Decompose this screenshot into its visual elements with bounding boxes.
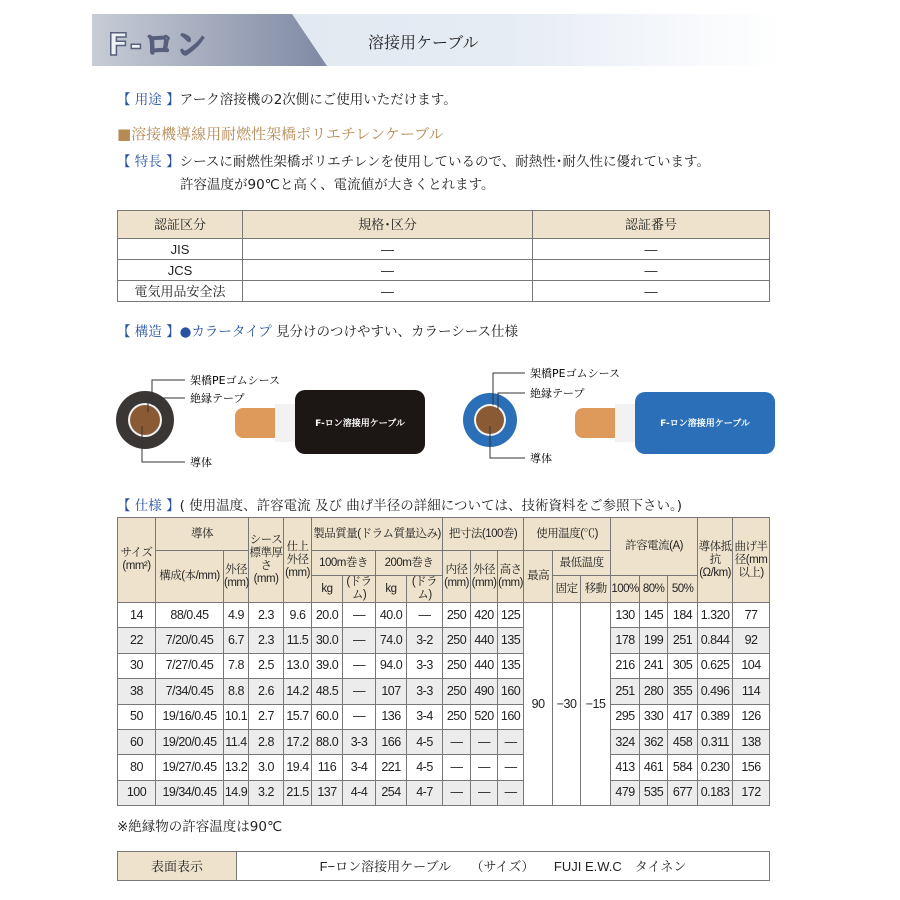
table-cell: 4-5	[407, 755, 443, 780]
table-cell: 50	[118, 704, 156, 729]
col-size: サイズ(mm²)	[118, 518, 156, 603]
table-cell: 0.389	[698, 704, 733, 729]
table-cell: 138	[733, 729, 770, 754]
col-conductor: 導体	[156, 518, 249, 551]
table-cell: 10.1	[224, 704, 249, 729]
table-cell: 8.8	[224, 679, 249, 704]
table-cell: 13.0	[284, 653, 312, 678]
cert-cell: —	[243, 281, 533, 302]
table-cell: 490	[471, 679, 498, 704]
table-cell: 137	[312, 780, 343, 805]
table-cell: 80	[118, 755, 156, 780]
cert-header: 認証区分	[118, 211, 243, 239]
col-kg: kg	[312, 576, 343, 603]
cert-cell: —	[243, 239, 533, 260]
table-cell: 2.6	[249, 679, 284, 704]
table-cell: 355	[668, 679, 698, 704]
conductor-label: 導体	[530, 452, 552, 465]
table-cell: —	[498, 755, 524, 780]
col-fixed: 固定	[553, 576, 581, 603]
table-cell: 38	[118, 679, 156, 704]
table-cell: 160	[498, 679, 524, 704]
table-cell: —	[471, 780, 498, 805]
table-cell: 14.2	[284, 679, 312, 704]
product-logo: F-ロン	[108, 28, 209, 63]
table-cell: 136	[376, 704, 407, 729]
features-text-1: シースに耐燃性架橋ポリエチレンを使用しているので、耐熱性･耐久性に優れています。	[179, 154, 710, 170]
table-cell: 440	[471, 628, 498, 653]
table-cell: 74.0	[376, 628, 407, 653]
temp-moving-cell: −15	[581, 603, 611, 806]
table-row	[118, 755, 770, 780]
col-100pct: 100%	[611, 576, 640, 603]
spec-note: ( 使用温度、許容電流 及び 曲げ半径の詳細については、技術資料をご参照下さい。)	[179, 498, 682, 514]
col-80pct: 80%	[640, 576, 668, 603]
table-cell: —	[407, 603, 443, 628]
structure-desc: 見分けのつけやすい、カラーシース仕様	[276, 324, 519, 340]
table-cell: 9.6	[284, 603, 312, 628]
col-100m: 100m巻き	[312, 551, 376, 576]
table-cell: 461	[640, 755, 668, 780]
structure-line	[117, 323, 518, 341]
table-cell: 20.0	[312, 603, 343, 628]
table-cell: 254	[376, 780, 407, 805]
table-row	[118, 603, 770, 628]
black-cable-diagram	[110, 360, 440, 475]
table-cell: 60	[118, 729, 156, 754]
table-cell: 0.183	[698, 780, 733, 805]
footnote: ※絶縁物の許容温度は90℃	[117, 819, 283, 835]
table-cell: 11.4	[224, 729, 249, 754]
table-cell: 520	[471, 704, 498, 729]
temp-max-cell: 90	[524, 603, 553, 806]
table-row	[118, 653, 770, 678]
certification-table	[117, 210, 770, 302]
table-cell: 114	[733, 679, 770, 704]
table-cell: 251	[611, 679, 640, 704]
features-text-2: 許容温度が90℃と高く、電流値が大きくとれます。	[180, 177, 495, 193]
table-cell: 251	[668, 628, 698, 653]
table-cell: 0.496	[698, 679, 733, 704]
table-cell: 250	[443, 653, 471, 678]
conductor-cross-section	[130, 405, 160, 435]
table-cell: 0.625	[698, 653, 733, 678]
table-cell: 2.5	[249, 653, 284, 678]
table-cell: 3-4	[343, 755, 376, 780]
structure-tag: 【 構造 】	[117, 324, 180, 340]
table-cell: 135	[498, 653, 524, 678]
cert-row	[118, 239, 770, 260]
cert-cell: JIS	[118, 239, 243, 260]
table-cell: 145	[640, 603, 668, 628]
table-cell: 21.5	[284, 780, 312, 805]
table-cell: 3-2	[407, 628, 443, 653]
temp-fixed-cell: −30	[553, 603, 581, 806]
table-cell: —	[498, 729, 524, 754]
surface-label: 表面表示	[118, 852, 237, 881]
table-cell: 7/27/0.45	[156, 653, 224, 678]
table-cell: 330	[640, 704, 668, 729]
table-cell: 13.2	[224, 755, 249, 780]
table-row	[118, 679, 770, 704]
col-resist: 導体抵抗(Ω/km)	[698, 518, 733, 603]
table-cell: 3.0	[249, 755, 284, 780]
cert-cell: —	[533, 281, 770, 302]
table-cell: —	[443, 755, 471, 780]
table-cell: 77	[733, 603, 770, 628]
table-cell: 0.844	[698, 628, 733, 653]
table-cell: 104	[733, 653, 770, 678]
col-drum: (ドラム)	[343, 576, 376, 603]
cert-cell: JCS	[118, 260, 243, 281]
table-cell: 184	[668, 603, 698, 628]
tape-label: 絶縁テープ	[530, 387, 585, 400]
cert-cell: —	[243, 260, 533, 281]
table-cell: 15.7	[284, 704, 312, 729]
blue-cable-diagram	[460, 360, 790, 475]
cert-cell: 電気用品安全法	[118, 281, 243, 302]
col-max: 最高	[524, 551, 553, 603]
table-cell: 166	[376, 729, 407, 754]
table-cell: 535	[640, 780, 668, 805]
features-line	[117, 153, 710, 171]
table-cell: 19/27/0.45	[156, 755, 224, 780]
table-cell: 280	[640, 679, 668, 704]
table-cell: 199	[640, 628, 668, 653]
table-cell: 94.0	[376, 653, 407, 678]
table-cell: —	[498, 780, 524, 805]
col-od: 外径(mm)	[224, 551, 249, 603]
tape-label: 絶縁テープ	[190, 392, 245, 405]
usage-tag: 【 用途 】	[117, 92, 180, 108]
category-heading: ■溶接機導線用耐燃性架橋ポリエチレンケーブル	[117, 125, 444, 143]
table-cell: 4-7	[407, 780, 443, 805]
table-cell: 1.320	[698, 603, 733, 628]
table-cell: 116	[312, 755, 343, 780]
col-dims: 把寸法(100巻)	[443, 518, 524, 551]
table-cell: 19/34/0.45	[156, 780, 224, 805]
table-cell: 172	[733, 780, 770, 805]
table-cell: 3-3	[407, 653, 443, 678]
page-subtitle: 溶接用ケーブル	[368, 33, 479, 52]
table-cell: 458	[668, 729, 698, 754]
table-cell: 250	[443, 603, 471, 628]
table-cell: 178	[611, 628, 640, 653]
table-cell: 221	[376, 755, 407, 780]
table-cell: 2.3	[249, 603, 284, 628]
table-row	[118, 704, 770, 729]
table-cell: 295	[611, 704, 640, 729]
col-min: 最低温度	[553, 551, 611, 576]
table-cell: —	[343, 603, 376, 628]
col-outer: 外径(mm)	[471, 551, 498, 603]
table-row	[118, 780, 770, 805]
sheath-label: 架橋PEゴムシース	[530, 367, 621, 380]
cert-cell: —	[533, 239, 770, 260]
col-bend: 曲げ半径(mm以上)	[733, 518, 770, 603]
spec-tag: 【 仕様 】	[117, 498, 180, 514]
spec-table	[117, 517, 770, 806]
col-moving: 移動	[581, 576, 611, 603]
table-cell: 126	[733, 704, 770, 729]
spec-line	[117, 497, 682, 515]
table-cell: 250	[443, 628, 471, 653]
surface-value: F−ロン溶接用ケーブル （サイズ） FUJI E.W.C タイネン	[237, 852, 770, 881]
table-cell: 0.311	[698, 729, 733, 754]
col-200m: 200m巻き	[376, 551, 443, 576]
table-cell: 250	[443, 704, 471, 729]
table-cell: —	[343, 628, 376, 653]
col-composition: 構成(本/mm)	[156, 551, 224, 603]
table-cell: 17.2	[284, 729, 312, 754]
col-inner: 内径(mm)	[443, 551, 471, 603]
table-cell: 6.7	[224, 628, 249, 653]
table-cell: 19/16/0.45	[156, 704, 224, 729]
table-cell: 216	[611, 653, 640, 678]
table-cell: 11.5	[284, 628, 312, 653]
table-cell: 3-3	[407, 679, 443, 704]
cert-header: 規格･区分	[243, 211, 533, 239]
table-cell: 420	[471, 603, 498, 628]
table-cell: 250	[443, 679, 471, 704]
table-cell: 4.9	[224, 603, 249, 628]
table-cell: 40.0	[376, 603, 407, 628]
table-cell: 88/0.45	[156, 603, 224, 628]
table-cell: 479	[611, 780, 640, 805]
table-cell: 160	[498, 704, 524, 729]
table-cell: 4-5	[407, 729, 443, 754]
table-cell: 2.3	[249, 628, 284, 653]
table-cell: 48.5	[312, 679, 343, 704]
col-current: 許容電流(A)	[611, 518, 698, 576]
table-cell: —	[443, 729, 471, 754]
col-drum: (ドラム)	[407, 576, 443, 603]
table-cell: —	[471, 729, 498, 754]
usage-text: アーク溶接機の2次側にご使用いただけます。	[179, 92, 457, 108]
table-cell: 22	[118, 628, 156, 653]
table-cell: 305	[668, 653, 698, 678]
table-cell: 7/20/0.45	[156, 628, 224, 653]
table-row	[118, 729, 770, 754]
col-height: 高さ(mm)	[498, 551, 524, 603]
col-temp: 使用温度(℃)	[524, 518, 611, 551]
table-cell: —	[443, 780, 471, 805]
table-cell: 584	[668, 755, 698, 780]
table-cell: —	[471, 755, 498, 780]
table-cell: 14.9	[224, 780, 249, 805]
table-cell: 14	[118, 603, 156, 628]
col-50pct: 50%	[668, 576, 698, 603]
cable-print: F-ロン溶接用ケーブル	[315, 419, 405, 429]
table-cell: 88.0	[312, 729, 343, 754]
col-finish: 仕上外径(mm)	[284, 518, 312, 603]
table-cell: 417	[668, 704, 698, 729]
table-cell: 19.4	[284, 755, 312, 780]
table-cell: 362	[640, 729, 668, 754]
table-cell: 39.0	[312, 653, 343, 678]
table-cell: 2.7	[249, 704, 284, 729]
table-cell: 135	[498, 628, 524, 653]
table-cell: 107	[376, 679, 407, 704]
table-cell: 125	[498, 603, 524, 628]
table-cell: 3-4	[407, 704, 443, 729]
cert-row	[118, 281, 770, 302]
features-tag: 【 特長 】	[117, 154, 180, 170]
table-cell: —	[343, 679, 376, 704]
table-row	[118, 628, 770, 653]
col-kg: kg	[376, 576, 407, 603]
table-cell: 7.8	[224, 653, 249, 678]
table-cell: 92	[733, 628, 770, 653]
sheath-label: 架橋PEゴムシース	[190, 374, 281, 387]
col-mass: 製品質量(ドラム質量込み)	[312, 518, 443, 551]
table-cell: 100	[118, 780, 156, 805]
table-cell: 30	[118, 653, 156, 678]
col-sheath: シース標準厚さ(mm)	[249, 518, 284, 603]
table-cell: 413	[611, 755, 640, 780]
table-cell: 440	[471, 653, 498, 678]
surface-marking-table	[117, 851, 770, 881]
table-cell: 3.2	[249, 780, 284, 805]
table-cell: —	[343, 704, 376, 729]
table-cell: 130	[611, 603, 640, 628]
cert-header: 認証番号	[533, 211, 770, 239]
table-cell: 19/20/0.45	[156, 729, 224, 754]
table-cell: 324	[611, 729, 640, 754]
usage-line	[117, 91, 457, 109]
table-cell: 156	[733, 755, 770, 780]
table-cell: 0.230	[698, 755, 733, 780]
table-cell: 241	[640, 653, 668, 678]
table-cell: —	[343, 653, 376, 678]
cert-cell: —	[533, 260, 770, 281]
table-cell: 30.0	[312, 628, 343, 653]
table-cell: 7/34/0.45	[156, 679, 224, 704]
table-cell: 2.8	[249, 729, 284, 754]
table-cell: 3-3	[343, 729, 376, 754]
cert-row	[118, 260, 770, 281]
structure-type: ●カラータイプ	[179, 324, 272, 340]
table-cell: 677	[668, 780, 698, 805]
conductor-label: 導体	[190, 456, 212, 469]
table-cell: 60.0	[312, 704, 343, 729]
cable-print: F-ロン溶接用ケーブル	[660, 419, 750, 429]
table-cell: 4-4	[343, 780, 376, 805]
